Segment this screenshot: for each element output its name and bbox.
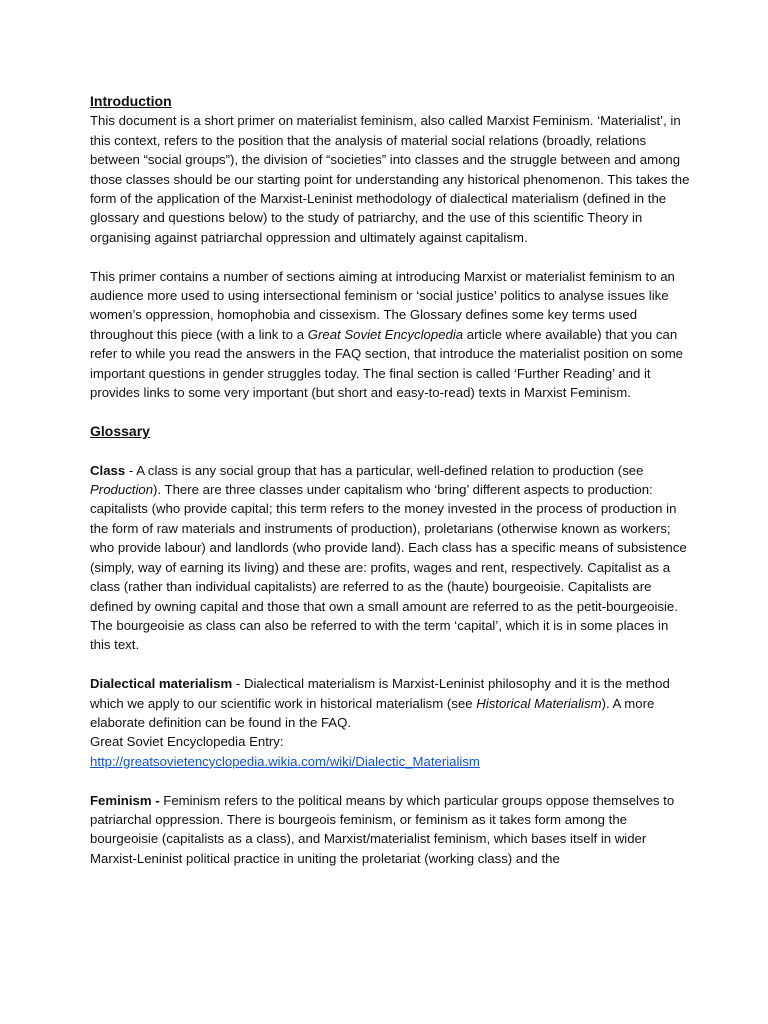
- glossary-term-dialectical-materialism: Dialectical materialism: [90, 676, 233, 692]
- introduction-heading: Introduction: [90, 93, 172, 109]
- intro-p2-text-a: This primer contains a number of sections aiming at introducing Marxist or materialist feminism to an audience more used to using intersectional feminism or ‘social justice’ politics to analyse issues like women’s oppression, homophobia and cissexism. The Glossary defines some key terms used throughout this piece (with a link to a: [90, 268, 675, 342]
- spacer: [90, 655, 690, 674]
- intro-p2-emphasis: Great Soviet Encyclopedia: [307, 326, 464, 342]
- dialectical-definition-b: ). A more elaborate definition can be found in the FAQ.: [90, 695, 655, 730]
- glossary-entry-feminism: [90, 791, 690, 869]
- encyclopedia-entry-link-line: [90, 752, 690, 771]
- glossary-entry-class: [90, 461, 690, 655]
- spacer: [90, 402, 690, 421]
- introduction-paragraph-1: This document is a short primer on materialist feminism, also called Marxist Feminism. ‘Materialist’, in this context, refers to the position that the analysis of material social relations (broadly, relations between “social groups”), the division of “societies” into classes and the struggle between and among those classes should be our starting point for understanding any historical phenomenon. This takes the form of the application of the Marxist-Leninist methodology of dialectical materialism (defined in the glossary and questions below) to the study of patriarchy, and the use of this scientific Theory in organising against patriarchal oppression and ultimately against capitalism.: [90, 113, 690, 245]
- document-page: [90, 92, 690, 868]
- glossary-heading: Glossary: [90, 422, 150, 439]
- glossary-entry-dialectical-materialism: [90, 674, 690, 732]
- class-definition-emphasis: Production: [90, 482, 154, 498]
- spacer: [90, 771, 690, 790]
- dialectical-definition-a: - Dialectical materialism is Marxist-Leninist philosophy and it is the method which we apply to our scientific work in historical materialism (see: [90, 676, 670, 711]
- intro-p2-text-b: article where available) that you can refer to while you read the answers in the FAQ section, that introduce the materialist position on some important questions in gender struggles today. The final section is called ‘Further Reading’ and it provides links to some very important (but short and easy-to-read) texts in Marxist Feminism.: [90, 326, 684, 401]
- introduction-paragraph-2: [90, 267, 690, 403]
- spacer: [90, 441, 690, 460]
- dialectical-definition-emphasis: Historical Materialism: [476, 695, 602, 711]
- glossary-term-feminism: Feminism -: [90, 792, 160, 808]
- glossary-term-class: Class: [90, 462, 126, 478]
- spacer: [90, 247, 690, 266]
- class-definition-a: - A class is any social group that has a particular, well-defined relation to production (see: [125, 462, 644, 478]
- encyclopedia-entry-label: Great Soviet Encyclopedia Entry:: [90, 734, 284, 750]
- class-definition-b: ). There are three classes under capitalism who ‘bring’ different aspects to production: capitalists (who provide capital; this term refers to the money invested in the process of production in the form of raw materials and instruments of production), proletarians (otherwise known as workers; who provide labour) and landlords (who provide land). Each class has a specific means of subsistence (simply, way of earning its living) and these are: profits, wages and rent, respectively. Capitalist as a class (rather than individual capitalists) are referred to as the (haute) bourgeoisie. Capitalists are defined by owning capital and those that own a small amount are referred to as the petit-bourgeoisie. The bourgeoisie as class can also be referred to with the term ‘capital’, which it is in some places in this text.: [90, 482, 687, 653]
- dialectical-materialism-link[interactable]: http://greatsovietencyclopedia.wikia.com/wiki/Dialectic_Materialism: [90, 753, 480, 769]
- feminism-definition: Feminism refers to the political means by which particular groups oppose themselves to patriarchal oppression. There is bourgeois feminism, or feminism as it takes form among the bourgeoisie (capitalists as a class), and Marxist/materialist feminism, which bases itself in wider Marxist-Leninist political practice in uniting the proletariat (working class) and the: [90, 792, 675, 866]
